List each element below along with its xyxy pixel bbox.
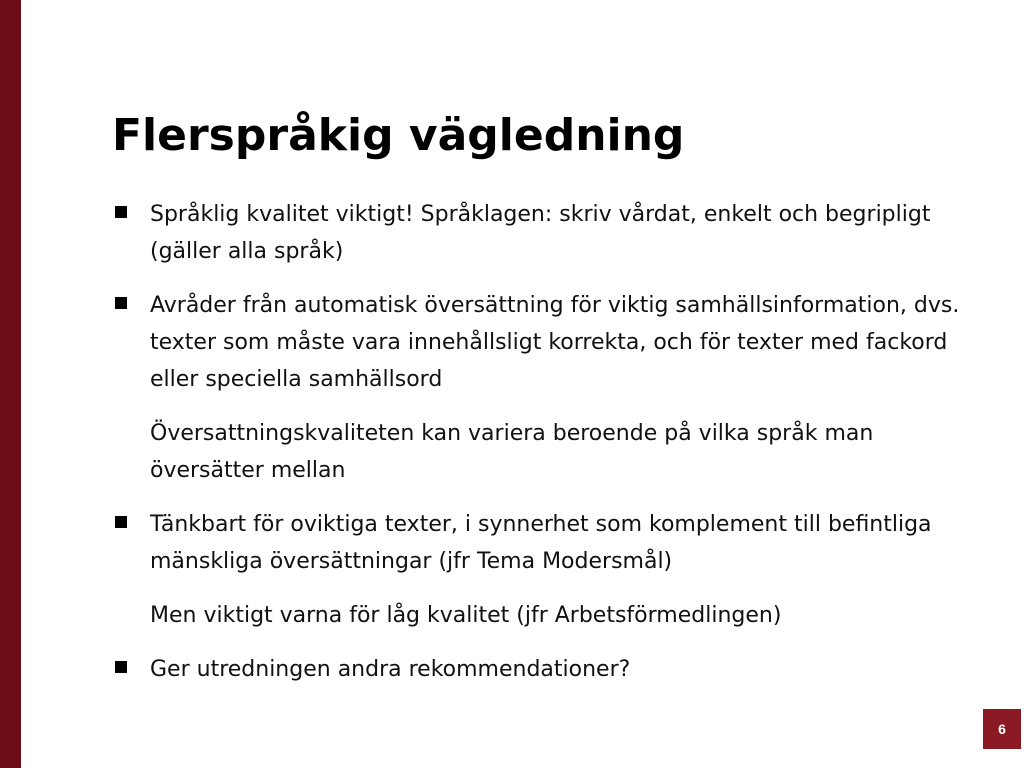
bullet-item [112, 506, 992, 580]
sub-paragraph [112, 415, 992, 489]
bullet-text: Avråder från automatisk översättning för viktig samhällsinformation, dvs. texter som måste vara innehållsligt korrekta, och för texter med fackord eller speciella samhällsord [150, 293, 960, 392]
slide-title: Flerspråkig vägledning [112, 110, 685, 161]
bullet-text: Språklig kvalitet viktigt! Språklagen: skriv vårdat, enkelt och begripligt (gäller alla språk) [150, 202, 931, 264]
bullet-item [112, 287, 992, 398]
accent-sidebar [0, 0, 21, 768]
sub-paragraph [112, 597, 992, 634]
square-bullet-icon [115, 516, 127, 528]
square-bullet-icon [115, 297, 127, 309]
bullet-item [112, 651, 992, 688]
square-bullet-icon [115, 661, 127, 673]
paragraph-text: Översattningskvaliteten kan variera beroende på vilka språk man översätter mellan [150, 421, 874, 483]
slide-body [112, 196, 992, 705]
bullet-text: Tänkbart för oviktiga texter, i synnerhet som komplement till befintliga mänskliga översättningar (jfr Tema Modersmål) [150, 512, 932, 574]
page-number-badge: 6 [983, 709, 1021, 749]
bullet-text: Ger utredningen andra rekommendationer? [150, 657, 631, 682]
paragraph-text: Men viktigt varna för låg kvalitet (jfr Arbetsförmedlingen) [150, 603, 782, 628]
square-bullet-icon [115, 206, 127, 218]
bullet-item [112, 196, 992, 270]
